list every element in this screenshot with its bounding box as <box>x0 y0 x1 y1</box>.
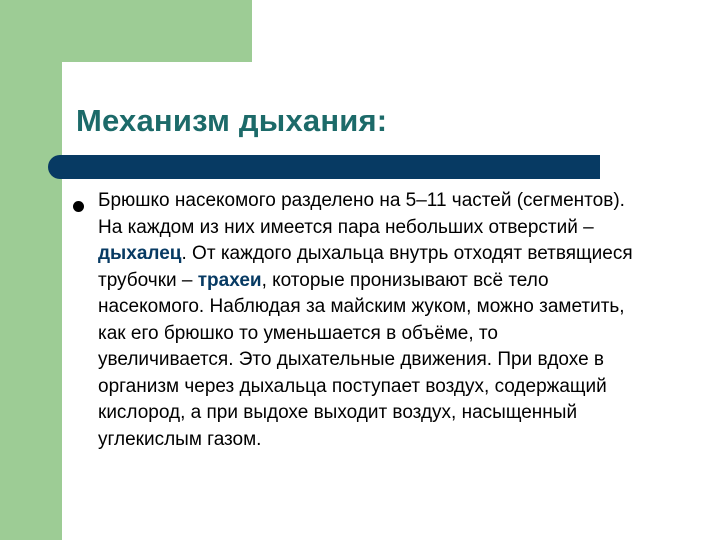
bullet-dot-icon <box>73 201 84 212</box>
green-top-band <box>0 0 252 62</box>
text-part-1: Брюшко насекомого разделено на 5–11 частей (сегментов). На каждом из них имеется пара небольших отверстий – <box>98 190 625 238</box>
text-part-2: . От каждого дыхальца внутрь отходят ветвящиеся трубочки – <box>98 243 633 291</box>
text-part-3: , которые пронизывают всё тело насекомого. Наблюдая за майским жуком, можно заметить, как его брюшко то уменьшается в объёме, то увеличивается. Это дыхательные движения. При вдохе в организм через дыхальца поступает воздух, содержащий кислород, а при выдохе выходит воздух, насыщенный углекислым газом. <box>98 269 625 450</box>
slide-title: Механизм дыхания: <box>76 103 388 138</box>
term-tracheae: трахеи <box>197 269 262 291</box>
green-side-band <box>0 0 62 540</box>
bullet-text <box>98 188 633 453</box>
term-spiracles: дыхалец <box>98 243 182 264</box>
bullet-item <box>73 188 633 453</box>
title-underline-bar <box>48 155 600 179</box>
